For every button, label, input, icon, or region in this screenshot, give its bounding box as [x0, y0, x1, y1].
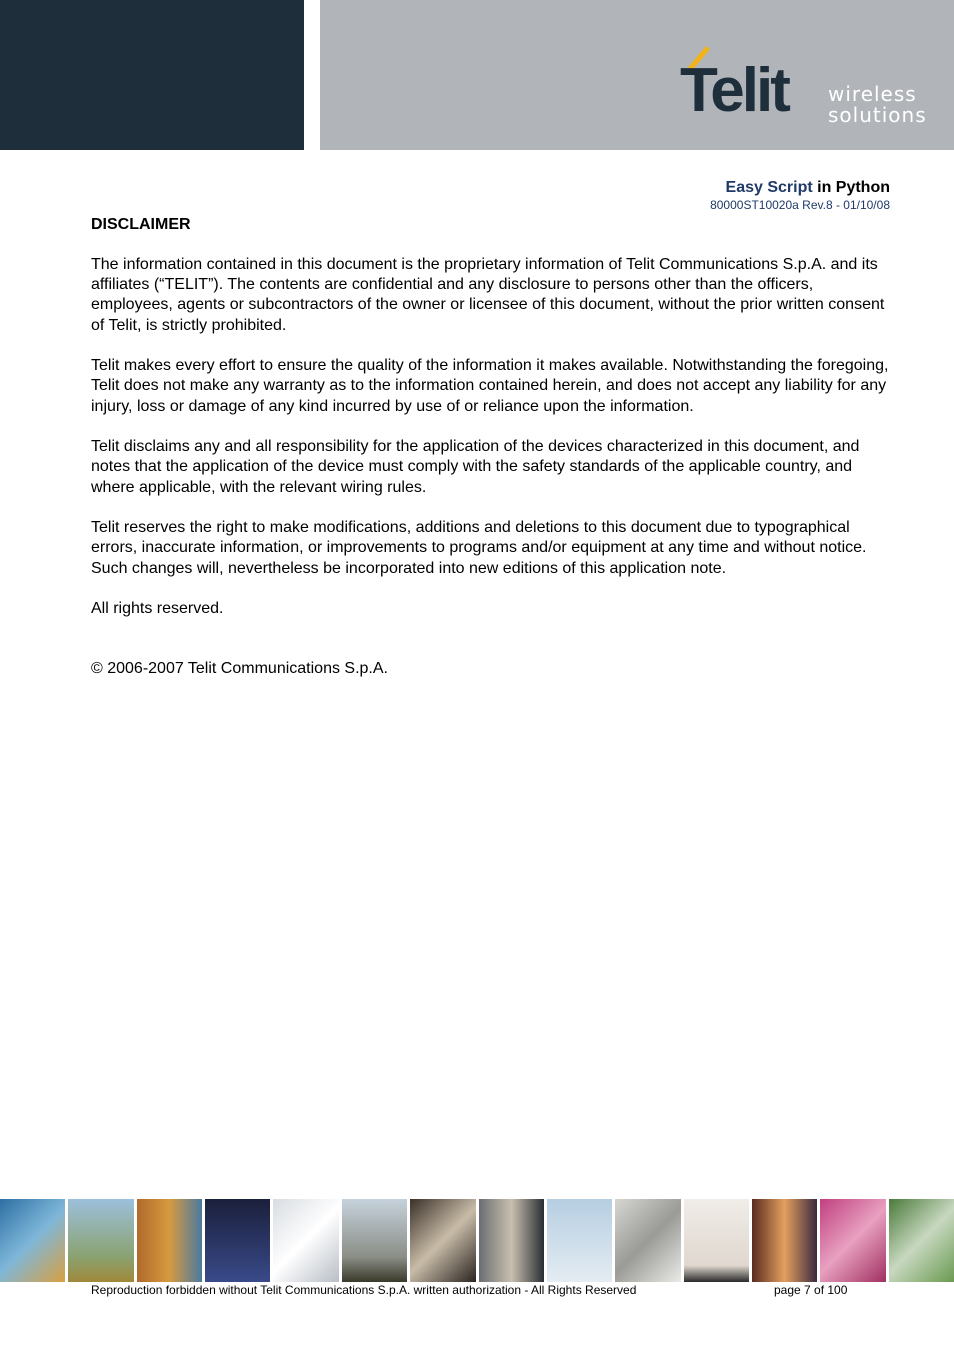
photo-tile	[684, 1199, 749, 1282]
document-reference: 80000ST10020a Rev.8 - 01/10/08	[710, 198, 890, 212]
logo-tagline-line1: wireless	[828, 82, 917, 106]
photo-tile	[410, 1199, 475, 1282]
document-title	[710, 178, 890, 198]
footer-photo-strip	[0, 1199, 954, 1282]
photo-tile	[752, 1199, 817, 1282]
footer-page-number: page 7 of 100	[774, 1283, 848, 1297]
photo-tile	[479, 1199, 544, 1282]
photo-tile	[820, 1199, 885, 1282]
paragraph-proprietary: The information contained in this document is the proprietary information of Telit Communications S.p.A. and its affiliates (“TELIT”). The contents are confidential and any disclosure to persons other than the officers, employees, agents or subcontractors of the owner or licensee of this document, without the prior written consent of Telit, is strictly prohibited.	[91, 256, 885, 334]
paragraph-modifications: Telit reserves the right to make modifications, additions and deletions to this document due to typographical errors, inaccurate information, or improvements to programs and/or equipment at any time and without notice. Such changes will, nevertheless be incorporated into new editions of this application note.	[91, 519, 867, 577]
telit-logo	[676, 46, 936, 136]
photo-tile	[547, 1199, 612, 1282]
logo-tagline-line2: solutions	[828, 103, 927, 127]
paragraph-rights: All rights reserved.	[91, 600, 224, 618]
document-title-highlight: Easy Script	[725, 179, 813, 196]
section-heading: DISCLAIMER	[91, 216, 191, 233]
logo-tagline	[828, 84, 927, 126]
footer-reproduction-notice: Reproduction forbidden without Telit Communications S.p.A. written authorization - All Rights Reserved	[91, 1283, 637, 1297]
photo-tile	[889, 1199, 954, 1282]
photo-tile	[205, 1199, 270, 1282]
header-banner-dark	[0, 0, 304, 150]
document-title-rest: in Python	[812, 179, 890, 196]
copyright-notice: © 2006-2007 Telit Communications S.p.A.	[91, 660, 388, 678]
document-header	[710, 178, 890, 212]
photo-tile	[342, 1199, 407, 1282]
paragraph-quality: Telit makes every effort to ensure the quality of the information it makes available. Notwithstanding the foregoing, Telit does not make any warranty as to the information contained herein, and does not accept any liability for any injury, loss or damage of any kind incurred by use of or reliance upon the information.	[91, 357, 889, 415]
photo-tile	[273, 1199, 338, 1282]
photo-tile	[137, 1199, 202, 1282]
photo-tile	[615, 1199, 680, 1282]
logo-wordmark: Telit	[680, 56, 788, 125]
paragraph-responsibility: Telit disclaims any and all responsibility for the application of the devices characterized in this document, and notes that the application of the device must comply with the safety standards of the applicable country, and where applicable, with the relevant wiring rules.	[91, 438, 860, 496]
photo-tile	[68, 1199, 133, 1282]
photo-tile	[0, 1199, 65, 1282]
disclaimer-section	[91, 215, 891, 700]
